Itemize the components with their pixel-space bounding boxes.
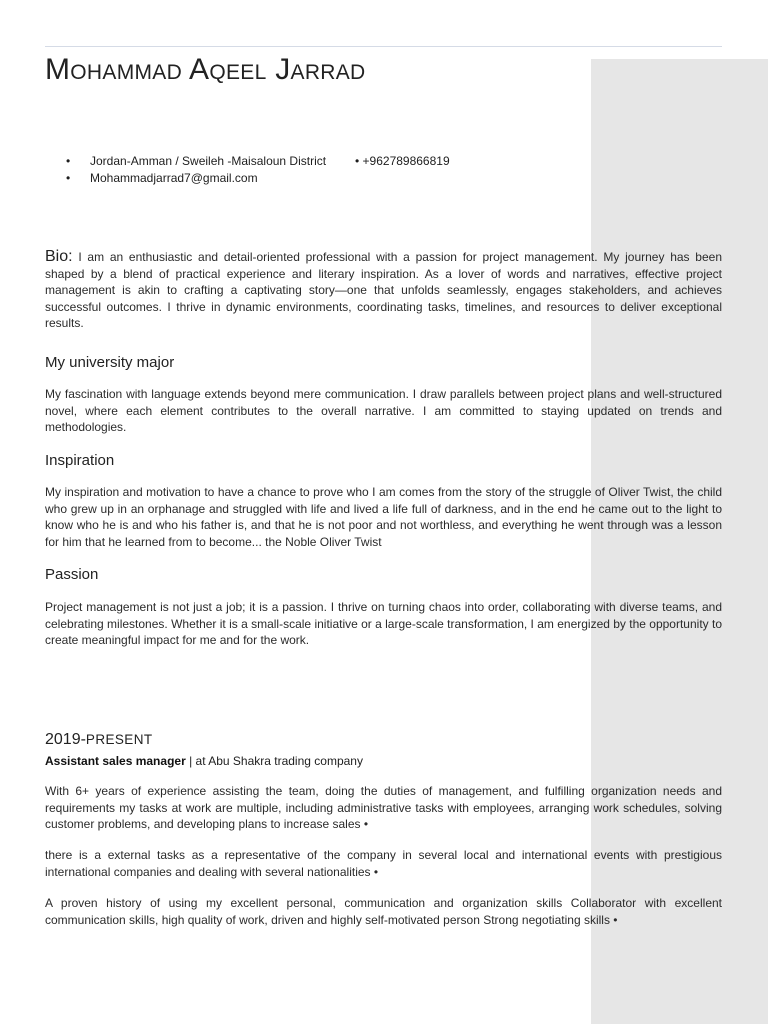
address-text: Jordan-Amman / Sweileh -Maisaloun District [90,154,327,168]
bio-text: I am an enthusiastic and detail-oriented professional with a passion for project management. My journey has been shaped by a blend of practical experience and literary inspiration. As a lover of words and narratives, effective project management is akin to crafting a captivating story—one that unfolds seamlessly, engages stakeholders, and achieves successful outcomes. I thrive in dynamic environments, coordinating tasks, timelines, and resources to deliver exceptional results. [45,250,722,330]
experience-paragraph: there is a external tasks as a representative of the company in several local and international events with prestigious international companies and dealing with several nationalities • [45,848,722,879]
university-text: My fascination with language extends beyond mere communication. I draw parallels between project plans and well-structured novel, where each element contributes to the overall narrative. I am committed to staying updated on trends and methodologies. [45,387,722,434]
experience-paragraph: With 6+ years of experience assisting the team, doing the duties of management, and fulfilling organization needs and requirements my tasks at work are multiple, including administrative tasks with employees, arranging work schedules, solving customer problems, and developing plans to increase sales • [45,784,722,831]
experience-role-line [45,754,363,768]
contact-item-email [45,171,585,188]
company-name: | at Abu Shakra trading company [185,754,363,768]
bullet-icon: • [66,154,71,168]
phone-text: • +962789866819 [355,154,450,168]
contact-item-address [45,154,585,171]
candidate-name: Mohammad Aqeel Jarrad [45,53,366,86]
contact-list [45,154,585,188]
university-heading: My university major [45,354,175,371]
passion-heading: Passion [45,566,99,583]
header-divider [45,46,722,47]
bio-label: Bio: [45,248,73,265]
email-text: Mohammadjarrad7@gmail.com [90,171,258,185]
inspiration-text: My inspiration and motivation to have a chance to prove who I am comes from the story of the struggle of Oliver Twist, the child who grew up in an orphanage and struggled with life and lived a life full of darkness, and in the end he came out to the light to know who he is and who his father is, and that he is not poor and not worthless, and everything he went through was a lesson for him that he learned from to become... the Noble Oliver Twist [45,485,722,549]
inspiration-heading: Inspiration [45,452,115,469]
passion-text: Project management is not just a job; it is a passion. I thrive on turning chaos into order, collaborating with diverse teams, and celebrating milestones. Whether it is a small-scale initiative or a large-scale transformation, I am energized by the opportunity to create meaningful impact for me and for the work. [45,600,722,647]
experience-period [45,731,152,749]
bio-section [45,249,722,332]
bullet-icon: • [66,171,71,185]
job-title: Assistant sales manager [45,754,186,768]
experience-present: PRESENT [85,732,153,747]
experience-paragraph: A proven history of using my excellent personal, communication and organization skills Collaborator with excellent communication skills, high quality of work, driven and highly self-motivated person Strong negotiating skills • [45,896,722,927]
experience-year: 2019- [45,731,86,748]
